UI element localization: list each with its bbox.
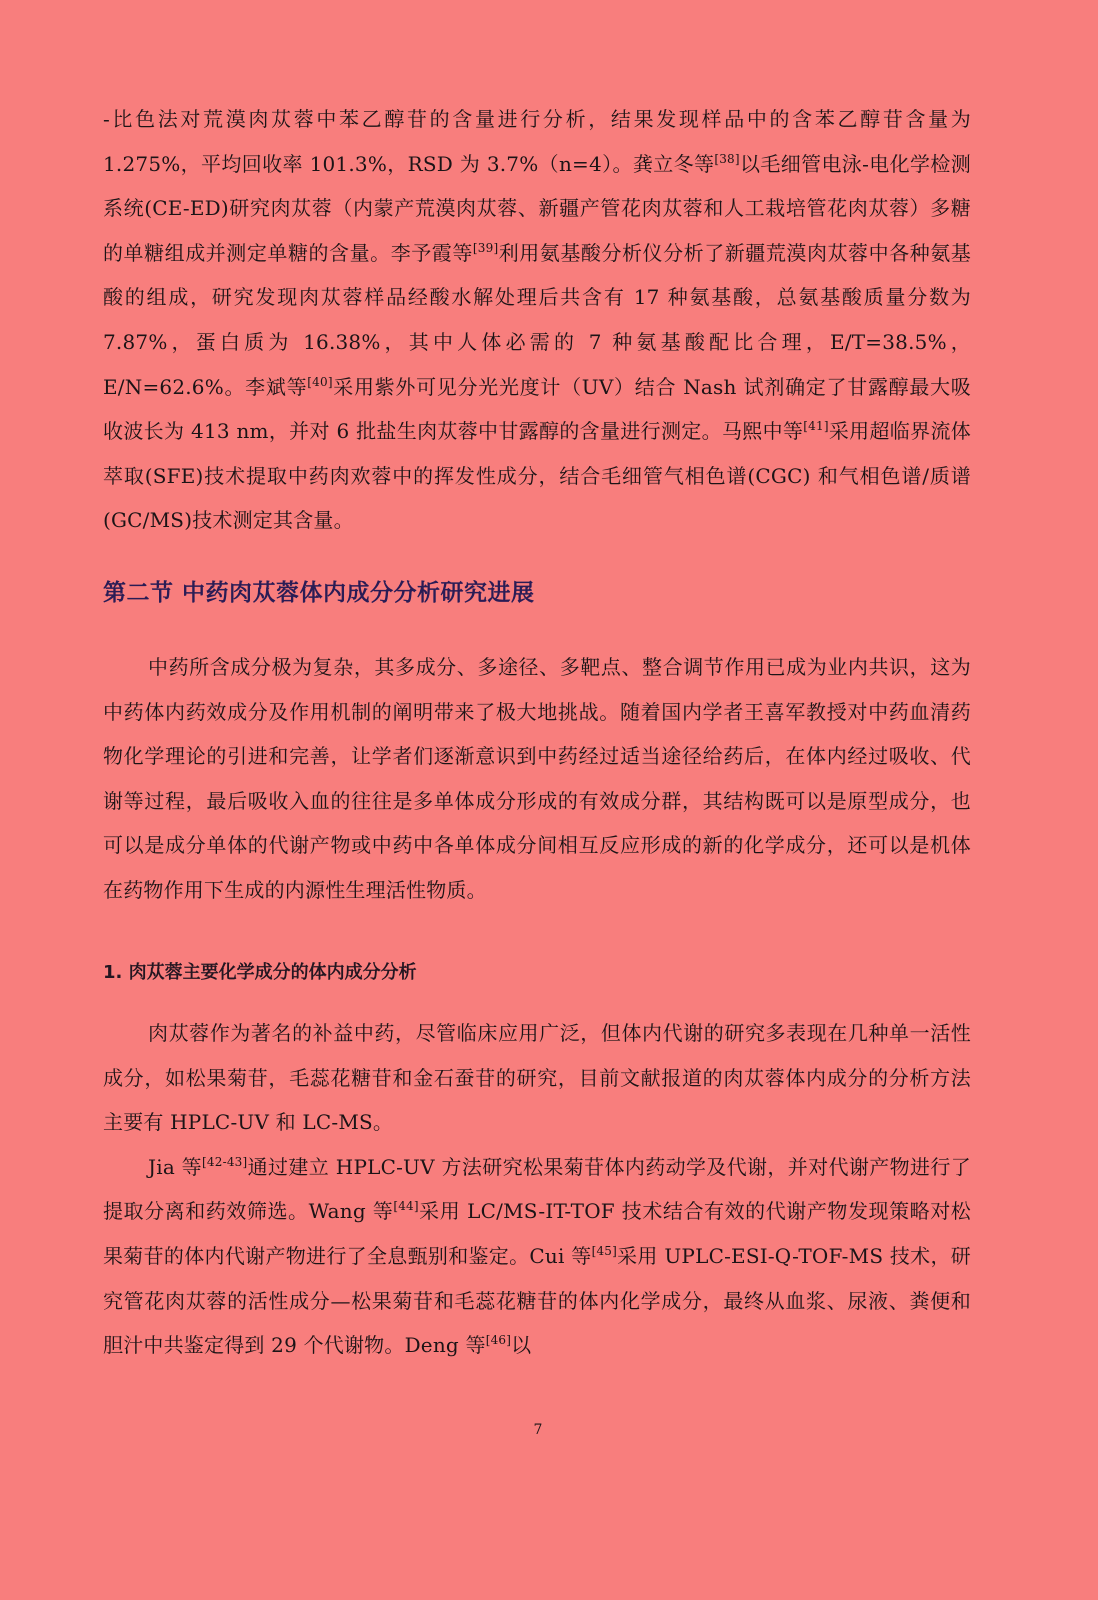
citation-39: [39] xyxy=(472,240,499,255)
citation-44: [44] xyxy=(393,1199,419,1214)
paragraph-2-text: 中药所含成分极为复杂，其多成分、多途径、多靶点、整合调节作用已成为业内共识，这为中药体内药效成分及作用机制的阐明带来了极大地挑战。随着国内学者王喜军教授对中药血清药物化学理论的引进和完善，让学者们逐渐意识到中药经过适当途径给药后，在体内经过吸收、代谢等过程，最后吸收入血的往往是多单体成分形成的有效成分群，其结构既可以是原型成分，也可以是成分单体的代谢产物或中药中各单体成分间相互反应形成的新的化学成分，还可以是机体在药物作用下生成的内源性生理活性物质。 xyxy=(103,655,971,902)
paragraph-2 xyxy=(103,645,971,913)
paragraph-3 xyxy=(103,1011,971,1368)
para1-text-2: 以毛细管电泳-电化学检测系统(CE-ED)研究肉苁蓉（内蒙产荒漠肉苁蓉、新疆产管花肉苁蓉和人工栽培管花肉苁蓉）多糖的单糖组成并测定单糖的含量。李予霞等 xyxy=(103,151,971,265)
para4-text-1: Jia 等 xyxy=(148,1154,203,1179)
paragraph-4-text xyxy=(103,1145,971,1368)
section-heading: 第二节 中药肉苁蓉体内成分分析研究进展 xyxy=(103,580,535,606)
para4-text-4: 采用 UPLC-ESI-Q-TOF-MS 技术，研究管花肉苁蓉的活性成分—松果菊苷和毛蕊花糖苷的体内化学成分，最终从血浆、尿液、粪便和胆汁中共鉴定得到 29 个代谢物。Deng 等 xyxy=(103,1243,971,1358)
para4-text-2: 通过建立 HPLC-UV 方法研究松果菊苷体内药动学及代谢，并对代谢产物进行了提取分离和药效筛选。Wang 等 xyxy=(103,1154,971,1224)
page-number: 7 xyxy=(533,1422,543,1438)
sub-heading: 1. 肉苁蓉主要化学成分的体内成分分析 xyxy=(103,962,417,983)
paragraph-3-text: 肉苁蓉作为著名的补益中药，尽管临床应用广泛，但体内代谢的研究多表现在几种单一活性成分，如松果菊苷，毛蕊花糖苷和金石蚕苷的研究，目前文献报道的肉苁蓉体内成分的分析方法主要有 HPLC-UV 和 LC-MS。 xyxy=(103,1021,971,1135)
citation-40: [40] xyxy=(307,374,333,389)
citation-45: [45] xyxy=(591,1243,617,1258)
citation-42-43: [42-43] xyxy=(202,1154,248,1169)
citation-38: [38] xyxy=(714,151,740,166)
paragraph-1 xyxy=(103,97,971,543)
para1-text-1: -比色法对荒漠肉苁蓉中苯乙醇苷的含量进行分析，结果发现样品中的含苯乙醇苷含量为1.275%，平均回收率 101.3%，RSD 为 3.7%（n=4）。龚立冬等 xyxy=(103,107,971,176)
citation-46: [46] xyxy=(485,1333,512,1348)
para1-text-5: 采用超临界流体萃取(SFE)技术提取中药肉欢蓉中的挥发性成分，结合毛细管气相色谱(CGC) 和气相色谱/质谱(GC/MS)技术测定其含量。 xyxy=(103,419,971,533)
paragraph-1-text xyxy=(103,97,971,543)
para1-text-3: 利用氨基酸分析仪分析了新疆荒漠肉苁蓉中各种氨基酸的组成，研究发现肉苁蓉样品经酸水解处理后共含有 17 种氨基酸，总氨基酸质量分数为 7.87%，蛋白质为 16.38%，其中人体必需的 7 种氨基酸配比合理，E/T=38.5%，E/N=62.6%。李斌等 xyxy=(103,240,971,399)
para4-text-5: 以 xyxy=(511,1333,532,1358)
para4-text-3: 采用 LC/MS-IT-TOF 技术结合有效的代谢产物发现策略对松果菊苷的体内代谢产物进行了全息甄别和鉴定。Cui 等 xyxy=(103,1199,971,1268)
para1-text-4: 采用紫外可见分光光度计（UV）结合 Nash 试剂确定了甘露醇最大吸收波长为 413 nm，并对 6 批盐生肉苁蓉中甘露醇的含量进行测定。马熙中等 xyxy=(103,374,971,444)
citation-41: [41] xyxy=(803,419,829,434)
